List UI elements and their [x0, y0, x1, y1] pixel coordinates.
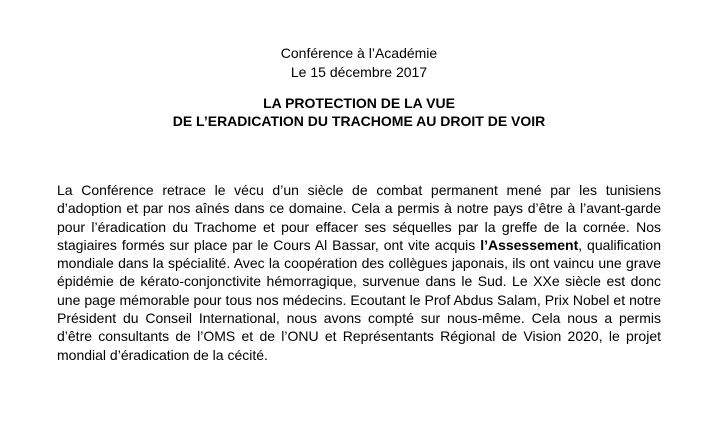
- title-line-2: DE L’ERADICATION DU TRACHOME AU DROIT DE VOIR: [172, 113, 546, 129]
- conference-heading: Conférence à l’Académie: [280, 45, 438, 61]
- title-line-1: LA PROTECTION DE LA VUE: [263, 95, 455, 111]
- body-paragraph: [57, 181, 661, 364]
- body-text-part-1: La Conférence retrace le vécu d’un siècle de combat permanent mené par les tunisiens d’adoption et par nos aînés dans ce domaine. Cela a permis à notre pays d’être à l’avant-garde pour l’éradication du Trachome et pour effacer ses séquelles par la greffe de la cornée. Nos stagiaires formés sur place par le Cours Al Bassar, ont vite acquis: [57, 182, 661, 253]
- document-title: [0, 94, 718, 130]
- body-bold-term: l’Assessement: [480, 236, 579, 253]
- document-header: [0, 44, 718, 82]
- conference-date: Le 15 décembre 2017: [290, 64, 428, 80]
- body-text-part-2: , qualification mondiale dans la spécialité. Avec la coopération des collègues japonais, ils ont vaincu une grave épidémie de kérato-conjonctivite hémorragique, survenue dans le Sud. Le XXe siècle est donc une page mémorable pour tous nos médecins. Ecoutant le Prof Abdus Salam, Prix Nobel et notre Président du Conseil International, nous avons compté sur nous-même. Cela nous a permis d’être consultants de l’OMS et de l’ONU et Représentants Régional de Vision 2020, le projet mondial d’éradication de la cécité.: [57, 236, 661, 363]
